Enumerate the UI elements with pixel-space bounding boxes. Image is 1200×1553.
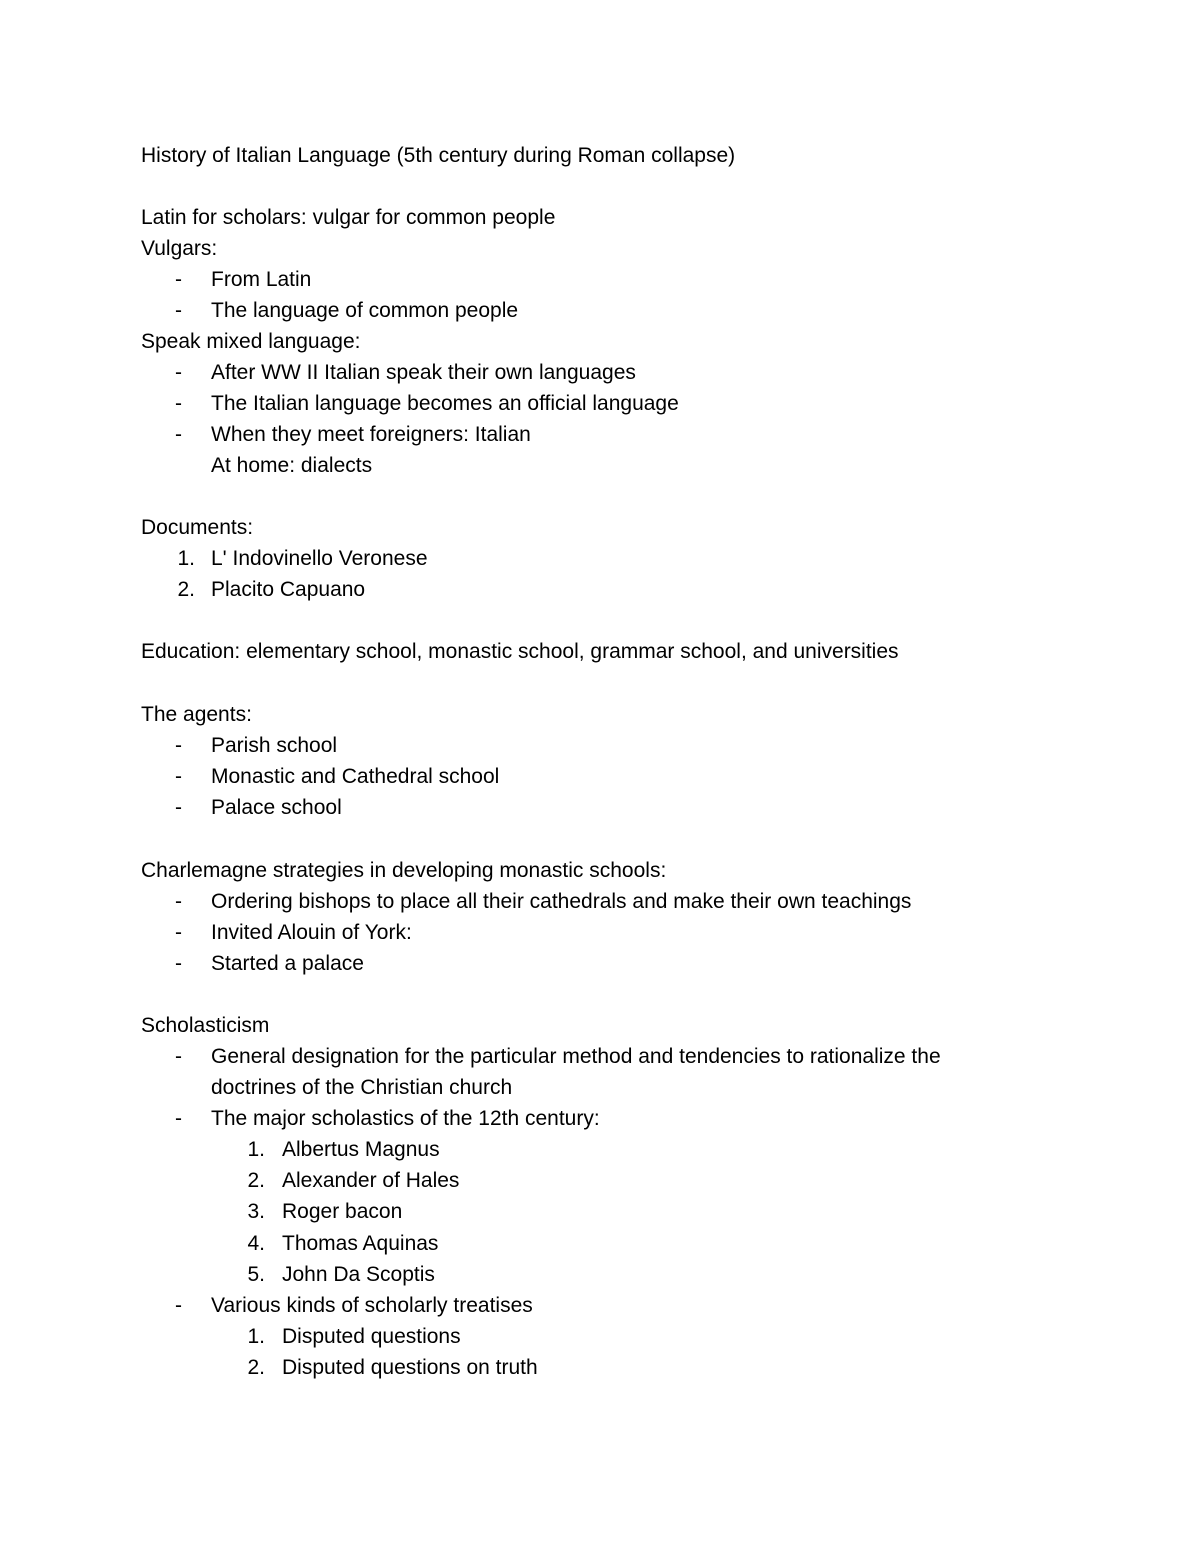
- numbered-item: 2. Placito Capuano: [0, 574, 1200, 605]
- list-number: 1.: [247, 1138, 265, 1161]
- list-item: - The Italian language becomes an official language: [0, 388, 1200, 419]
- numbered-item: 1. L' Indovinello Veronese: [0, 543, 1200, 574]
- list-number: 1.: [177, 547, 195, 570]
- dash-bullet: -: [175, 299, 182, 322]
- list-item: - Monastic and Cathedral school: [0, 761, 1200, 792]
- list-item: - Palace school: [0, 792, 1200, 823]
- list-item: - From Latin: [0, 264, 1200, 295]
- list-item: - Various kinds of scholarly treatises: [0, 1290, 1200, 1321]
- list-number: 4.: [247, 1232, 265, 1255]
- numbered-item: 1. Albertus Magnus: [0, 1134, 1200, 1165]
- list-item: - General designation for the particular method and tendencies to rationalize the: [0, 1041, 1200, 1072]
- dash-bullet: -: [175, 392, 182, 415]
- dash-bullet: -: [175, 890, 182, 913]
- list-number: 2.: [247, 1169, 265, 1192]
- list-number: 1.: [247, 1325, 265, 1348]
- dash-bullet: -: [175, 361, 182, 384]
- latin-line: Latin for scholars: vulgar for common people: [141, 206, 556, 229]
- vulgars-heading: Vulgars:: [141, 237, 218, 260]
- numbered-item: 1. Disputed questions: [0, 1321, 1200, 1352]
- numbered-item: 4. Thomas Aquinas: [0, 1228, 1200, 1259]
- charlemagne-heading: Charlemagne strategies in developing monastic schools:: [141, 859, 667, 882]
- scholasticism-heading: Scholasticism: [141, 1014, 270, 1037]
- list-number: 5.: [247, 1263, 265, 1286]
- list-number: 3.: [247, 1200, 265, 1223]
- dash-bullet: -: [175, 765, 182, 788]
- dash-bullet: -: [175, 1294, 182, 1317]
- dash-bullet: -: [175, 952, 182, 975]
- dash-bullet: -: [175, 423, 182, 446]
- list-item: - The language of common people: [0, 295, 1200, 326]
- documents-heading: Documents:: [141, 516, 254, 539]
- numbered-item: 2. Alexander of Hales: [0, 1165, 1200, 1196]
- list-item-continuation: At home: dialects: [211, 454, 373, 477]
- list-item-continuation: doctrines of the Christian church: [211, 1076, 513, 1099]
- numbered-item: 3. Roger bacon: [0, 1196, 1200, 1227]
- list-number: 2.: [247, 1356, 265, 1379]
- list-item: - Ordering bishops to place all their cathedrals and make their own teachings: [0, 886, 1200, 917]
- numbered-item: 2. Disputed questions on truth: [0, 1352, 1200, 1383]
- numbered-item: 5. John Da Scoptis: [0, 1259, 1200, 1290]
- dash-bullet: -: [175, 921, 182, 944]
- dash-bullet: -: [175, 796, 182, 819]
- list-item: - Invited Alouin of York:: [0, 917, 1200, 948]
- dash-bullet: -: [175, 1107, 182, 1130]
- document-title: History of Italian Language (5th century during Roman collapse): [141, 144, 736, 167]
- list-item: - After WW II Italian speak their own languages: [0, 357, 1200, 388]
- list-item: - Started a palace: [0, 948, 1200, 979]
- list-item: - The major scholastics of the 12th century:: [0, 1103, 1200, 1134]
- dash-bullet: -: [175, 1045, 182, 1068]
- mixed-heading: Speak mixed language:: [141, 330, 361, 353]
- dash-bullet: -: [175, 268, 182, 291]
- agents-heading: The agents:: [141, 703, 252, 726]
- education-line: Education: elementary school, monastic school, grammar school, and universities: [141, 640, 899, 663]
- list-number: 2.: [177, 578, 195, 601]
- dash-bullet: -: [175, 734, 182, 757]
- list-item: - Parish school: [0, 730, 1200, 761]
- list-item: - When they meet foreigners: Italian: [0, 419, 1200, 450]
